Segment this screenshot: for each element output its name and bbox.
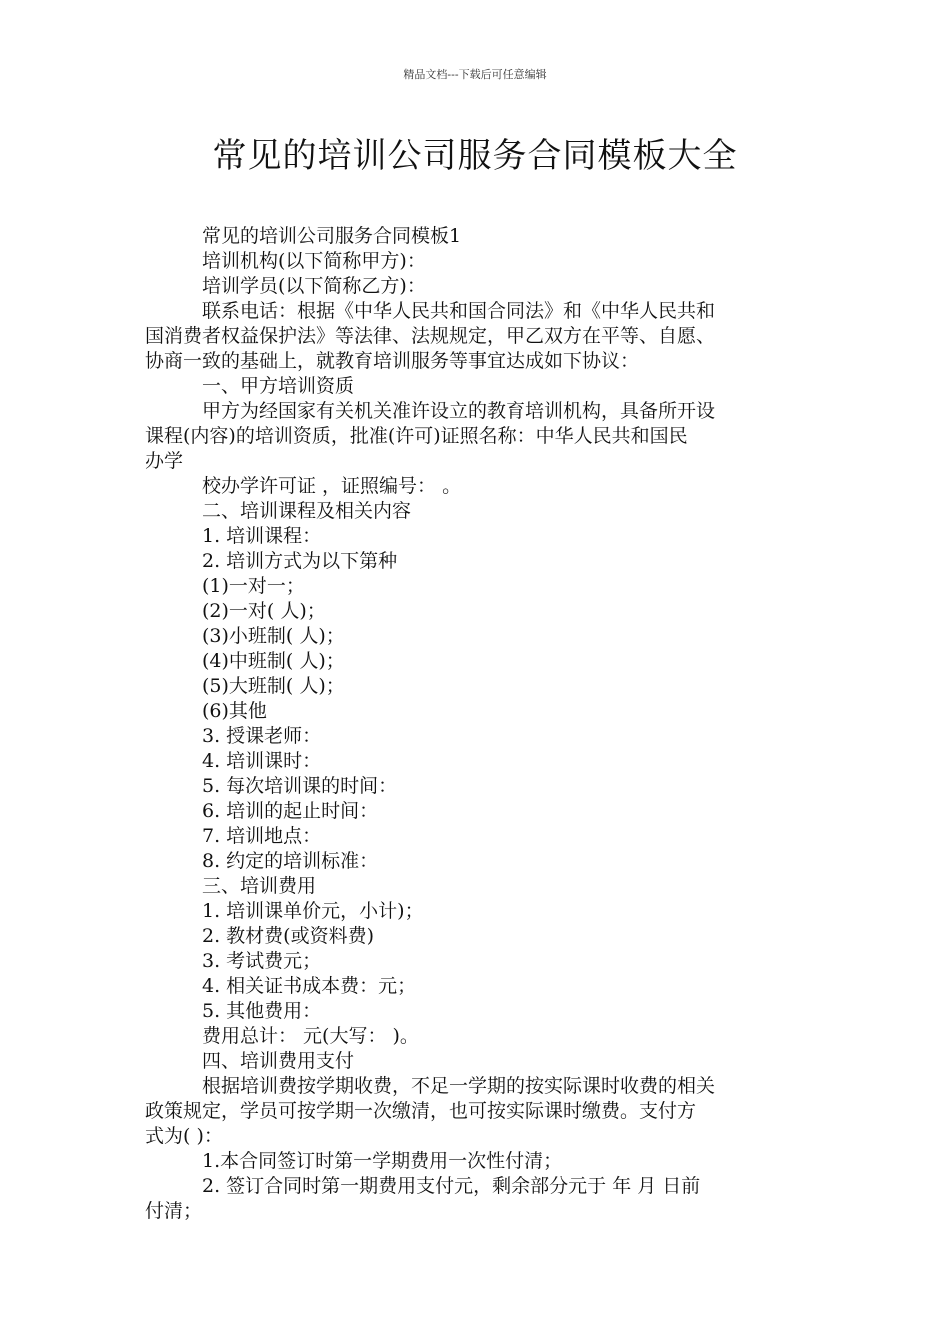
- text-line: 3. 授课老师：: [202, 725, 322, 747]
- text-line: 三、培训费用: [202, 875, 317, 897]
- text-line: 6. 培训的起止时间：: [202, 800, 379, 822]
- text-line: 1.本合同签订时第一学期费用一次性付清；: [202, 1150, 563, 1172]
- text-line: 常见的培训公司服务合同模板1: [202, 225, 462, 247]
- text-line: 8. 约定的培训标准：: [202, 850, 379, 872]
- text-line: (4)中班制( 人)；: [202, 650, 345, 672]
- text-line: 四、培训费用支付: [202, 1050, 355, 1072]
- text-line: (3)小班制( 人)；: [202, 625, 345, 647]
- text-line: (6)其他: [202, 700, 267, 722]
- text-line: 2. 培训方式为以下第种: [202, 550, 398, 572]
- header-note: 精品文档---下载后可任意编辑: [403, 68, 547, 81]
- text-line: 课程(内容)的培训资质，批准(许可)证照名称：中华人民共和国民: [145, 425, 688, 447]
- document-body: [145, 224, 825, 1224]
- text-line: 付清；: [145, 1200, 203, 1222]
- text-line: 一、甲方培训资质: [202, 375, 355, 397]
- text-line: 1. 培训课单价元，小计)；: [202, 900, 424, 922]
- text-line: (2)一对( 人)；: [202, 600, 326, 622]
- text-line: 费用总计： 元(大写： )。: [202, 1025, 419, 1047]
- text-line: 校办学许可证 ，证照编号： 。: [202, 475, 462, 497]
- text-line: 2. 签订合同时第一期费用支付元，剩余部分元于 年 月 日前: [202, 1175, 701, 1197]
- text-line: 1. 培训课程：: [202, 525, 322, 547]
- text-line: 2. 教材费(或资料费): [202, 925, 374, 947]
- text-line: 办学: [145, 450, 184, 472]
- text-line: (1)一对一；: [202, 575, 305, 597]
- text-line: 联系电话：根据《中华人民共和国合同法》和《中华人民共和: [202, 300, 716, 322]
- text-line: 培训机构(以下简称甲方)：: [202, 250, 426, 272]
- text-line: 7. 培训地点：: [202, 825, 322, 847]
- document-title: 常见的培训公司服务合同模板大全: [212, 136, 738, 176]
- text-line: 二、培训课程及相关内容: [202, 500, 412, 522]
- text-line: 政策规定，学员可按学期一次缴清，也可按实际课时缴费。支付方: [145, 1100, 697, 1122]
- text-line: 培训学员(以下简称乙方)：: [202, 275, 426, 297]
- text-line: 3. 考试费元；: [202, 950, 322, 972]
- text-line: 式为( )：: [145, 1125, 223, 1147]
- text-line: 4. 相关证书成本费：元；: [202, 975, 417, 997]
- text-line: (5)大班制( 人)；: [202, 675, 345, 697]
- text-line: 5. 其他费用：: [202, 1000, 322, 1022]
- text-line: 甲方为经国家有关机关准许设立的教育培训机构，具备所开设: [202, 400, 716, 422]
- text-line: 4. 培训课时：: [202, 750, 322, 772]
- text-line: 国消费者权益保护法》等法律、法规规定，甲乙双方在平等、自愿、: [145, 325, 716, 347]
- text-line: 根据培训费按学期收费，不足一学期的按实际课时收费的相关: [202, 1075, 716, 1097]
- text-line: 5. 每次培训课的时间：: [202, 775, 398, 797]
- text-line: 协商一致的基础上，就教育培训服务等事宜达成如下协议：: [145, 350, 640, 372]
